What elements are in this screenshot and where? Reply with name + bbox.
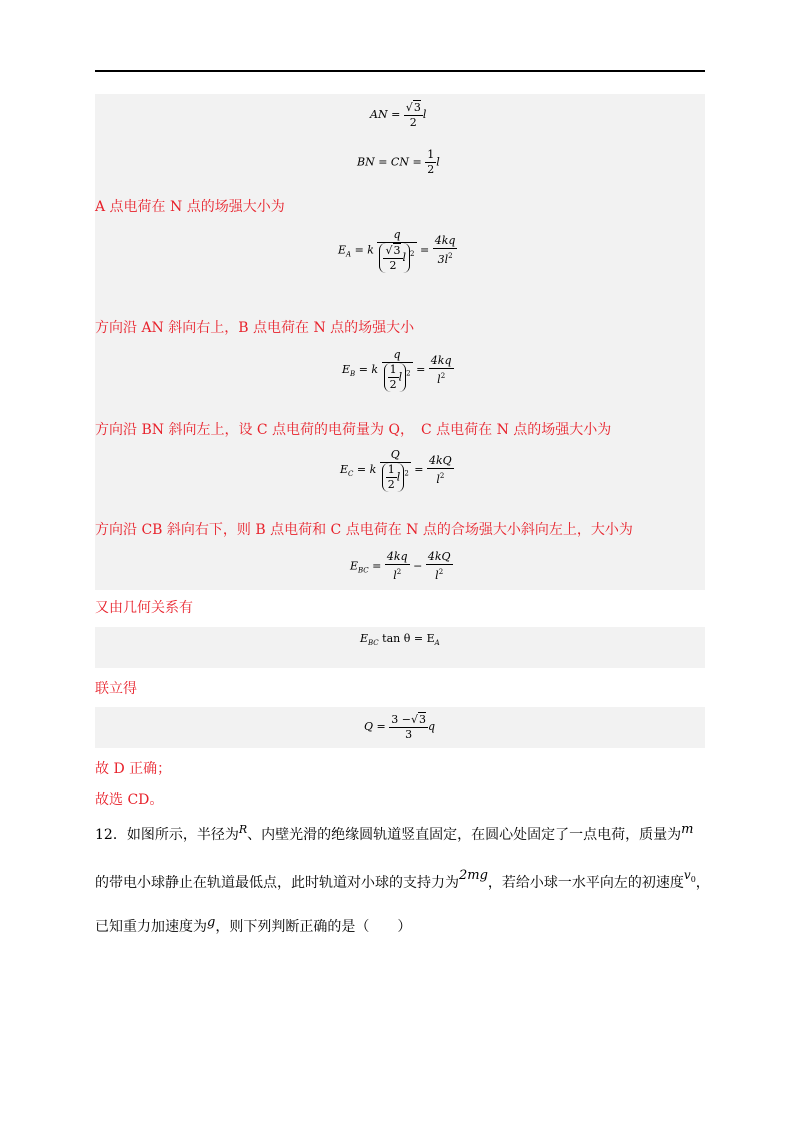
q12-text-a: 12．如图所示，半径为: [95, 827, 239, 843]
eq-ebc-eq: =: [372, 559, 382, 573]
eq-ec-lhs: E: [340, 463, 349, 476]
eq-bn-lhs: BN = CN =: [357, 155, 422, 169]
eq-ebc-n1: 4kq: [386, 550, 408, 563]
text-line-7: 故 D 正确；: [95, 761, 172, 777]
eq-ea-inner-var: l: [402, 251, 407, 264]
text-line-4: 方向沿 CB 斜向右下，则 B 点电荷和 C 点电荷在 N 点的合场强大小斜向左上，大小为: [95, 522, 633, 538]
eq-tan-sub2: A: [434, 639, 440, 647]
equation-ec: $E_C = k$ Q $\frac{1}{2}$ l $^2$ = $\frac{4kQ}{l^2}$: [340, 448, 452, 491]
q12-text-b: 、内壁光滑的绝缘圆轨道竖直固定，在圆心处固定了一点电荷，质量为: [247, 827, 682, 843]
eq-an-lhs: AN: [370, 108, 388, 121]
paren-ec: [382, 463, 405, 492]
eq-ea-mid: = k: [354, 243, 374, 257]
eq-eb-rhs-den: l: [437, 372, 441, 386]
q12-var-2mg: 2mg: [459, 868, 488, 883]
frac-bn: [425, 148, 436, 177]
eq-eb-lhs: E: [342, 363, 351, 376]
eq-q-var: q: [427, 720, 436, 733]
frac-eb-rhs: [429, 354, 454, 387]
eq-bn-den: 2: [427, 163, 435, 176]
eq-ec-rhs-den: l: [436, 472, 440, 486]
eq-ec-num: Q: [380, 448, 411, 463]
question-12-line-3: [95, 913, 411, 937]
eq-tan-lhs: E: [360, 632, 369, 645]
eq-q-num-a: 3 −: [391, 713, 411, 726]
eq-ec-pow: 2: [404, 469, 409, 478]
eq-ea-inner-num: 3: [393, 244, 401, 257]
eq-ebc-lhs: E: [350, 559, 359, 573]
equation-eb: $E_B = k$ q $\frac{1}{2}$ l $^2$ = $\frac{4kq}{l^2}$: [342, 348, 452, 391]
eq-ea-num: q: [377, 228, 416, 243]
frac-an: $\frac{√3}{2}$: [405, 101, 421, 129]
eq-ec-rhs-num: 4kQ: [429, 453, 452, 467]
eq-ea-sub: A: [346, 250, 352, 259]
eq-ec-mid: = k: [356, 463, 377, 476]
paren-eb: [384, 363, 407, 392]
frac-ebc-1: $\frac{4kq}{l^2}$: [386, 550, 408, 582]
eq-ebc-d1: l: [393, 569, 397, 582]
frac-q: $\frac{3 -√3}{3}$: [391, 713, 426, 741]
frac-ea-rhs: [433, 234, 458, 267]
equation-ea: $E_A = k$ q $\frac{√3}{2}$ l $^2$ = $\frac{4kq}{3l^2}$: [338, 228, 456, 272]
frac-ea: [377, 228, 416, 273]
eq-ea-inner-den: 2: [389, 259, 397, 272]
eq-ec-inner-den: 2: [387, 478, 395, 491]
equation-q: [364, 712, 435, 742]
eq-bn-num: 1: [427, 148, 435, 161]
eq-ec-rhs-pow: 2: [439, 471, 445, 480]
q12-text-d: ，若给小球一水平向左的初速度: [487, 875, 684, 891]
q12-text-f: 已知重力加速度为: [95, 919, 207, 935]
eq-ea-lhs: E: [338, 243, 347, 257]
eq-eb-pow: 2: [406, 369, 411, 378]
eq-eb-rhs-num: 4kq: [430, 353, 452, 367]
eq-an-eq: =: [391, 108, 401, 121]
eq-q-lhs: Q =: [364, 720, 386, 733]
eq-eb-rhs-pow: 2: [440, 371, 446, 380]
eq-ebc-n2: 4kQ: [427, 550, 451, 563]
eq-ea-rhs-den: 3l: [437, 253, 449, 266]
eq-ebc-sub: BC: [358, 566, 369, 575]
text-line-5: 又由几何关系有: [95, 600, 193, 616]
question-12-line-2: [95, 865, 710, 893]
text-line-6: 联立得: [95, 681, 137, 697]
eq-ea-rhs-num: 4kq: [434, 234, 456, 247]
eq-an-den: 2: [409, 116, 417, 129]
equation-ebc: [350, 550, 453, 583]
equation-an: [370, 100, 426, 130]
q12-var-v0-sub: 0: [690, 875, 696, 884]
eq-ea-rhs-pow: 2: [448, 252, 453, 260]
q12-text-c: 的带电小球静止在轨道最低点，此时轨道对小球的支持力为: [95, 875, 459, 891]
eq-tan-mid: tan θ = E: [382, 632, 435, 645]
eq-bn-var: l: [436, 155, 440, 169]
text-line-3: [95, 420, 611, 440]
eq-ebc-d2: l: [435, 569, 439, 582]
frac-eb: [382, 348, 413, 392]
q12-text-h: ，则下列判断正确的是（ ）: [215, 919, 412, 935]
q12-var-g: g: [207, 915, 216, 930]
eq-an-num: 3: [413, 101, 421, 114]
eq-tan-sub: BC: [368, 639, 379, 647]
eq-eb-num: q: [382, 348, 413, 363]
eq-eb-mid: = k: [358, 363, 379, 376]
text-line-2: 方向沿 AN 斜向右上，B 点电荷在 N 点的场强大小: [95, 320, 415, 336]
eq-eb-inner-var: l: [398, 370, 403, 384]
eq-eb-inner-num: 1: [389, 363, 397, 376]
eq-ea-pow: 2: [410, 250, 415, 258]
q12-var-m: m: [681, 822, 694, 837]
eq-q-den: 3: [405, 728, 413, 741]
eq-q-num-b: 3: [418, 713, 426, 726]
text-line-3a: 方向沿 BN 斜向左上，设 C 点电荷的电荷量为 Q，: [95, 422, 407, 438]
eq-ec-sub: C: [348, 470, 354, 478]
q12-var-v: v: [683, 868, 691, 882]
frac-ec-rhs: [427, 454, 454, 487]
paren-ea: $\frac{√3}{2}$ l: [379, 243, 410, 273]
eq-ebc-minus: −: [413, 559, 423, 573]
frac-ec: [380, 448, 411, 492]
eq-eb-sub: B: [350, 370, 356, 378]
eq-ec-inner-var: l: [396, 470, 401, 484]
q12-var-r: R: [238, 823, 248, 836]
text-line-3b: C 点电荷在 N 点的场强大小为: [420, 422, 612, 438]
text-line-8: 故选 CD。: [95, 792, 164, 808]
text-line-1: A 点电荷在 N 点的场强大小为: [95, 199, 285, 215]
eq-eb-inner-den: 2: [389, 378, 397, 391]
q12-text-e: ，: [695, 875, 710, 891]
eq-an-var: l: [422, 108, 427, 121]
equation-tan: [360, 632, 440, 647]
eq-ec-inner-num: 1: [387, 463, 395, 476]
header-rule: [95, 70, 705, 72]
question-12-line-1: [95, 820, 693, 845]
frac-ebc-2: $\frac{4kQ}{l^2}$: [427, 550, 451, 582]
equation-bn-cn: [357, 148, 440, 177]
